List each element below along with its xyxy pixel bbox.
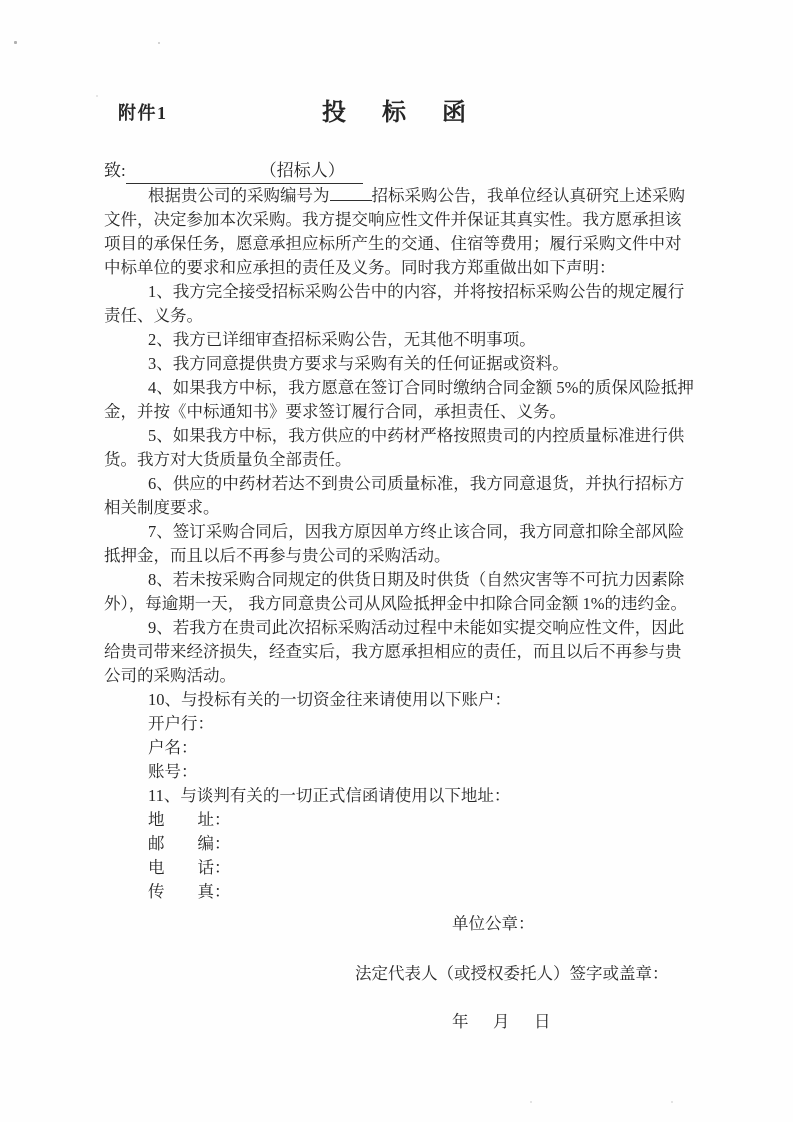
body-line: 抵押金，而且以后不再参与贵公司的采购活动。 [104,546,451,565]
body-line: 1、我方完全接受招标采购公告中的内容，并将按招标采购公告的规定履行 [148,282,685,301]
body-line: 金，并按《中标通知书》要求签订履行合同，承担责任、义务。 [104,402,566,421]
account-name-label: 户名： [148,738,198,757]
body-line: 11、与谈判有关的一切正式信函请使用以下地址： [148,786,511,805]
body-line: 9、若我方在贵司此次招标采购活动过程中未能如实提交响应性文件，因此 [148,618,685,637]
body-line: 文件，决定参加本次采购。我方提交响应性文件并保证其真实性。我方愿承担该 [104,210,682,229]
addressee-label: （招标人） [259,161,345,180]
account-number-label: 账号： [148,762,198,781]
salutation-line [104,156,690,182]
body-line: 6、供应的中药材若达不到贵公司质量标准，我方同意退货，并执行招标方 [148,474,685,493]
intro-text-post: 招标采购公告，我单位经认真研究上述采购 [371,186,685,205]
document-header [104,92,690,128]
body-line: 相关制度要求。 [104,498,220,517]
body-line: 项目的承保任务，愿意承担应标所产生的交通、住宿等费用；履行采购文件中对 [104,234,682,253]
body-line: 中标单位的要求和应承担的责任及义务。同时我方郑重做出如下声明： [104,258,616,277]
scan-speck [671,1101,673,1103]
scan-speck [158,42,160,44]
legal-representative-label: 法定代表人（或授权委托人）签字或盖章： [355,964,669,983]
address-label: 地 址： [148,810,231,829]
scan-speck [96,95,98,97]
procurement-number-blank [330,199,372,201]
salutation-prefix: 致: [104,161,126,180]
document-title: 投 标 函 [322,100,472,126]
body-line: 2、我方已详细审查招标采购公告，无其他不明事项。 [148,330,536,349]
scan-speck [530,1101,532,1103]
body-line: 3、我方同意提供贵方要求与采购有关的任何证据或资料。 [148,354,569,373]
body-line: 8、若未按采购合同规定的供货日期及时供货（自然灾害等不可抗力因素除 [148,570,685,589]
document-body [104,184,694,904]
date-line: 年 月 日 [452,1012,555,1031]
intro-text-pre: 根据贵公司的采购编号为 [148,186,330,205]
body-line: 公司的采购活动。 [104,666,236,685]
body-line: 4、如果我方中标，我方愿意在签订合同时缴纳合同金额 5%的质保风险抵押 [148,378,694,397]
body-line: 10、与投标有关的一切资金往来请使用以下账户： [148,690,511,709]
bank-name-label: 开户行： [148,714,214,733]
company-seal-label: 单位公章： [452,914,535,933]
fax-label: 传 真： [148,882,231,901]
phone-label: 电 话： [148,858,231,877]
body-line: 货。我方对大货质量负全部责任。 [104,450,352,469]
addressee-blank-underline [126,161,363,184]
body-line: 7、签订采购合同后，因我方原因单方终止该合同，我方同意扣除全部风险 [148,522,685,541]
postcode-label: 邮 编： [148,834,231,853]
scan-speck [14,41,17,44]
body-line [104,184,690,208]
document-content [104,92,694,1034]
body-line: 给贵司带来经济损失，经查实后，我方愿承担相应的责任，而且以后不再参与贵 [104,642,682,661]
attachment-label: 附件1 [118,103,168,123]
body-line: 外），每逾期一天， 我方同意贵公司从风险抵押金中扣除合同金额 1%的违约金。 [104,594,687,613]
body-line: 责任、义务。 [104,306,203,325]
body-line: 5、如果我方中标，我方供应的中药材严格按照贵司的内控质量标准进行供 [148,426,685,445]
